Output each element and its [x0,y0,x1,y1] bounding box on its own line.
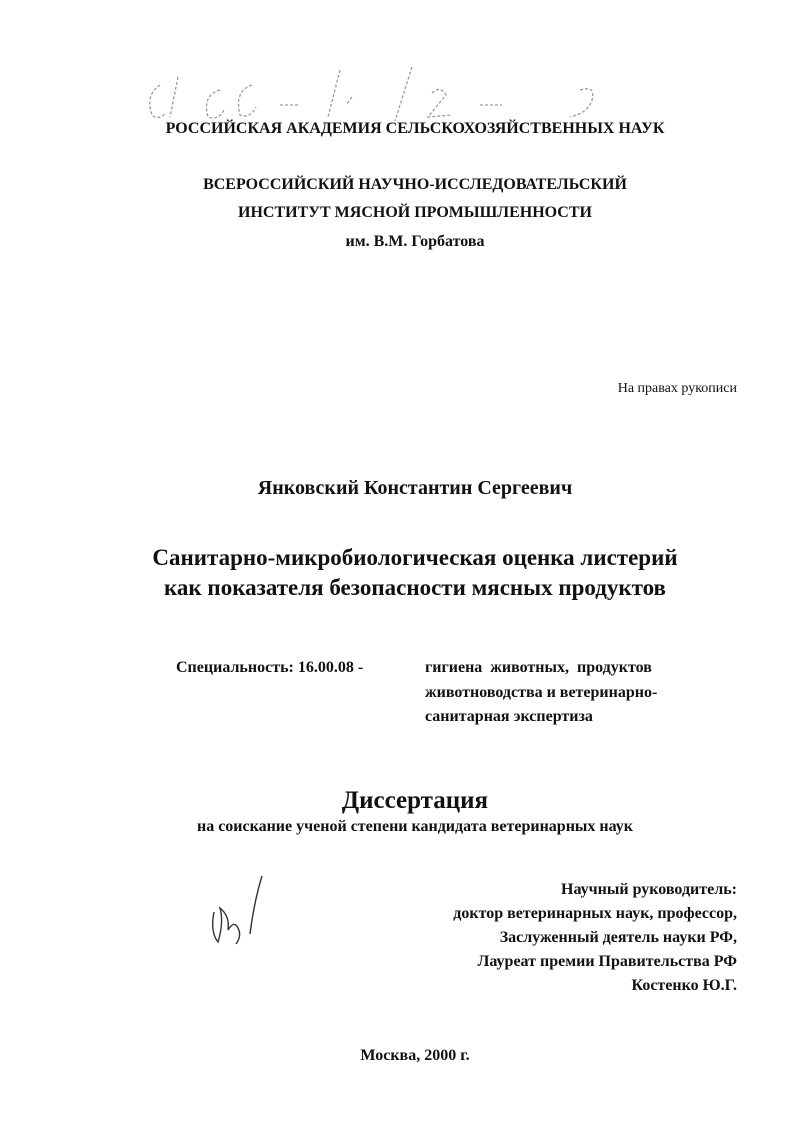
supervisor-honor: Заслуженный деятель науки РФ, [499,929,737,946]
institute-line-2: ИНСТИТУТ МЯСНОЙ ПРОМЫШЛЕННОСТИ [238,204,592,221]
title-line-1: Санитарно-микробиологическая оценка листерий [152,545,678,570]
supervisor-name: Костенко Ю.Г. [631,977,737,994]
place-year: Москва, 2000 г. [360,1047,470,1064]
specialty-line-2: животноводства и ветеринарно- [425,684,658,701]
author-name: Янковский Константин Сергеевич [257,477,573,499]
manuscript-rights: На правах рукописи [617,381,737,396]
supervisor-degree: доктор ветеринарных наук, профессор, [453,905,737,922]
signature [200,872,280,952]
work-type: Диссертация [341,787,489,814]
specialty-line-1: гигиена животных, продуктов [425,659,652,676]
supervisor-heading: Научный руководитель: [561,881,737,898]
specialty-line-3: санитарная экспертиза [425,708,593,725]
specialty-label: Специальность: 16.00.08 - [176,659,364,676]
supervisor-award: Лауреат премии Правительства РФ [477,953,737,970]
handwritten-archive-number [140,55,610,130]
title-line-2: как показателя безопасности мясных продуктов [164,575,666,600]
degree: на соискание ученой степени кандидата ветеринарных наук [196,818,634,835]
institute-line-3: им. В.М. Горбатова [345,233,485,250]
institute-line-1: ВСЕРОССИЙСКИЙ НАУЧНО-ИССЛЕДОВАТЕЛЬСКИЙ [203,176,627,193]
academy-name: РОССИЙСКАЯ АКАДЕМИЯ СЕЛЬСКОХОЗЯЙСТВЕННЫХ НАУК [165,120,665,137]
